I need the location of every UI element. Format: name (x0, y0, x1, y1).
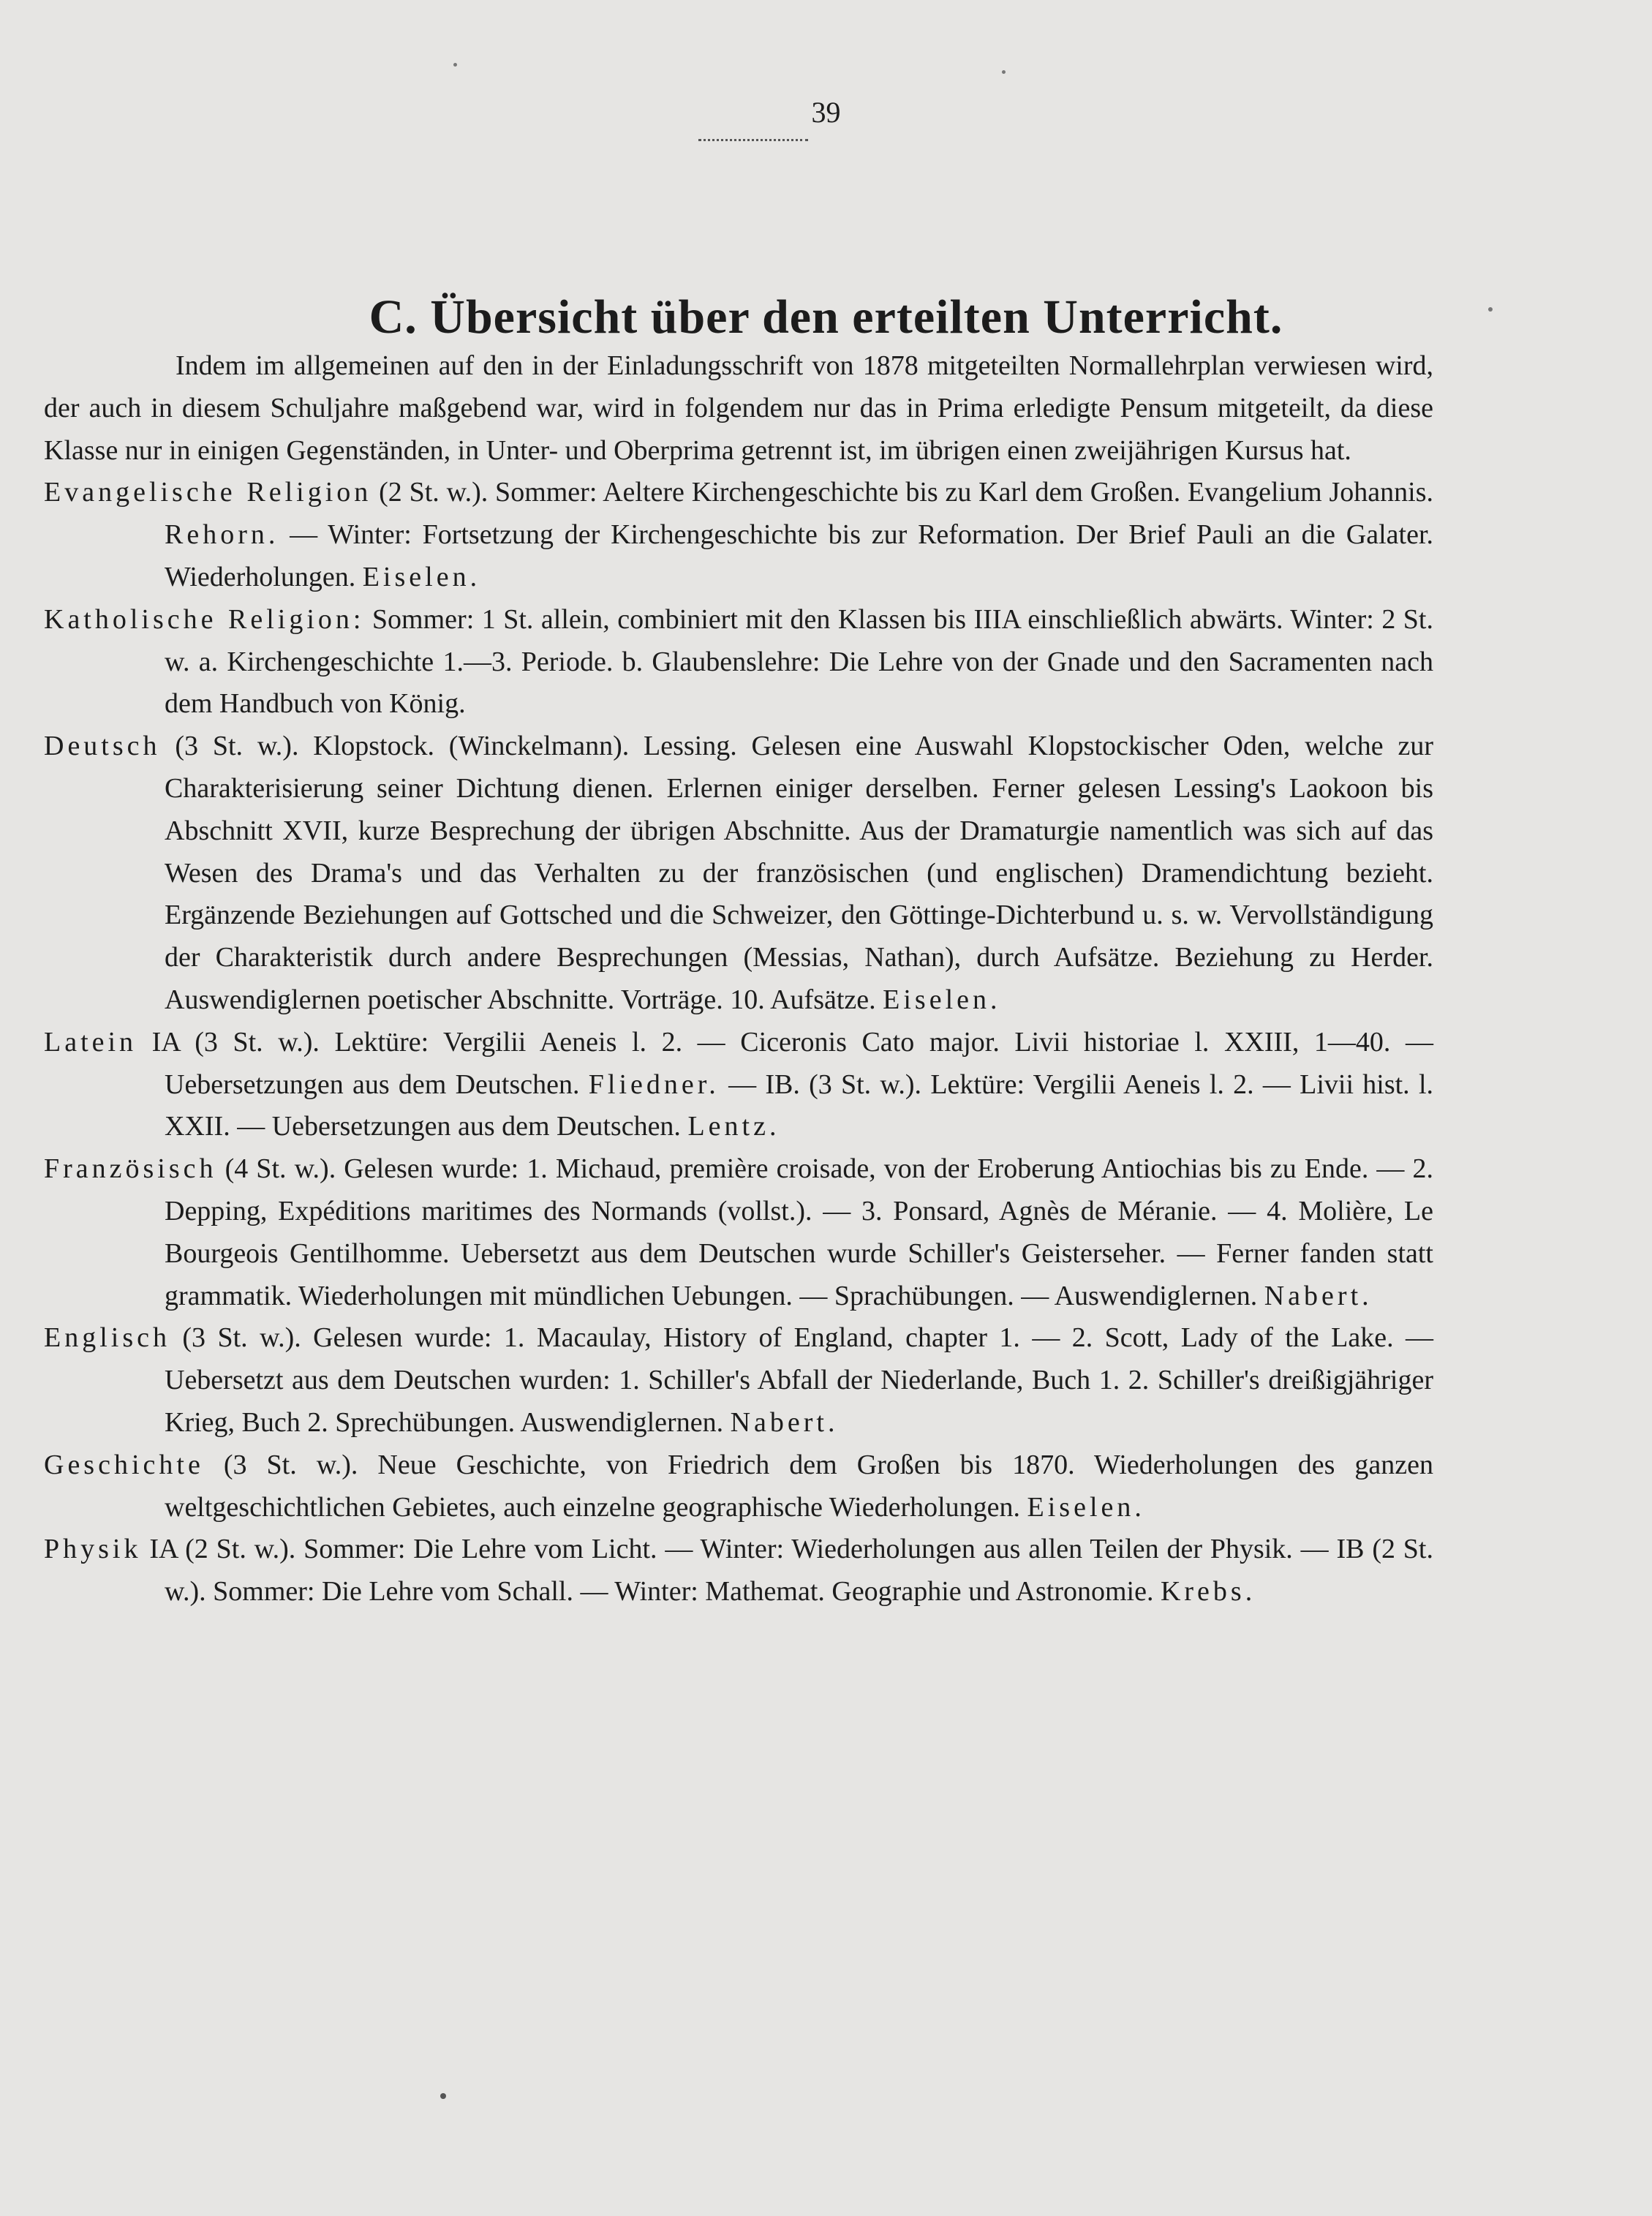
section-text: IA (2 St. w.). Sommer: Die Lehre vom Licht. — Winter: Wiederholungen aus allen Teilen der Physik. — IB (2 St. w.). Sommer: Die Lehre vom Schall. — Winter: Mathemat. Geographie und Astronomie. (141, 1534, 1433, 1608)
section-physik (44, 1529, 1433, 1613)
section-deutsch (44, 726, 1433, 1022)
section-text: (3 St. w.). Gelesen wurde: 1. Macaulay, History of England, chapter 1. — 2. Scott, Lady of the Lake. — Uebersetzt aus dem Deutschen wurden: 1. Schiller's Abfall der Niederlande, Buch 1. 2. Schiller's dreißigjähriger Krieg, Buch 2. Sprechübungen. Auswendiglernen. (165, 1322, 1433, 1438)
subject-name: Physik (44, 1534, 142, 1565)
paper-speck (1002, 70, 1006, 74)
section-heading: C. Übersicht über den erteilten Unterricht. (369, 290, 1283, 344)
section-englisch (44, 1317, 1433, 1444)
section-text: — Winter: Fortsetzung der Kirchengeschichte bis zur Reformation. Der Brief Pauli an die Galater. Wiederholungen. (165, 519, 1433, 592)
subject-name: Latein (44, 1026, 137, 1058)
section-franzoesisch (44, 1148, 1433, 1317)
subject-name: Katholische Religion: (44, 603, 365, 635)
subject-name: Englisch (44, 1322, 170, 1354)
teacher-name: Rehorn. (165, 519, 279, 551)
teacher-name: Fliedner. (588, 1069, 720, 1100)
section-text: IA (3 St. w.). Lektüre: Vergilii Aeneis l. 2. — Ciceronis Cato major. Livii historiae l. XXIII, 1—40. — Uebersetzungen aus dem Deutschen. (137, 1026, 1433, 1100)
section-evangelische-religion (44, 472, 1433, 598)
section-text: (2 St. w.). Sommer: Aeltere Kirchengeschichte bis zu Karl dem Großen. Evangelium Johannis. (371, 477, 1433, 508)
teacher-name: Eiselen. (883, 984, 1001, 1015)
section-text: — IB. (3 St. w.). Lektüre: Vergilii Aeneis l. 2. — Livii hist. l. XXII. — Uebersetzungen aus dem Deutschen. (165, 1069, 1433, 1142)
teacher-name: Nabert. (1264, 1280, 1373, 1311)
teacher-name: Eiselen. (362, 561, 481, 592)
footer-speck (440, 2093, 446, 2099)
intro-paragraph: Indem im allgemeinen auf den in der Einladungsschrift von 1878 mitgeteilten Normallehrplan verwiesen wird, der auch in diesem Schuljahre maßgebend war, wird in folgendem nur das in Prima erledigte Pensum mitgeteilt, da diese Klasse nur in einigen Gegenständen, in Unter- und Oberprima getrennt ist, im übrigen einen zweijährigen Kursus hat. (44, 350, 1433, 466)
teacher-name: Lentz. (687, 1111, 780, 1142)
section-text: (4 St. w.). Gelesen wurde: 1. Michaud, première croisade, von der Eroberung Antiochias bis zu Ende. — 2. Depping, Expéditions maritimes des Normands (vollst.). — 3. Ponsard, Agnès de Méranie. — 4. Molière, Le Bourgeois Gentilhomme. Uebersetzt aus dem Deutschen wurde Schiller's Geisterseher. — Ferner fanden statt grammatik. Wiederholungen mit mündlichen Uebungen. — Sprachübungen. — Auswendiglernen. (165, 1153, 1433, 1311)
subject-name: Geschichte (44, 1449, 204, 1480)
subject-name: Deutsch (44, 731, 161, 762)
section-geschichte (44, 1444, 1433, 1529)
body-text (44, 345, 1433, 1613)
subject-name: Französisch (44, 1153, 217, 1185)
section-text: (3 St. w.). Klopstock. (Winckelmann). Lessing. Gelesen eine Auswahl Klopstockischer Oden, welche zur Charakterisierung seiner Dichtung dienen. Erlernen einiger derselben. Ferner gelesen Lessing's Laokoon bis Abschnitt XVII, kurze Besprechung der übrigen Abschnitte. Aus der Dramaturgie namentlich was sich auf das Wesen des Drama's und das Verhalten zu der französischen (und englischen) Dramendichtung bezieht. Ergänzende Beziehungen auf Gottsched und die Schweizer, den Göttinge-Dichterbund u. s. w. Vervollständigung der Charakteristik durch andere Besprechungen (Messias, Nathan), durch Aufsätze. Beziehung zu Herder. Auswendiglernen poetischer Abschnitte. Vorträge. 10. Aufsätze. (160, 731, 1433, 1015)
subject-name: Evangelische Religion (44, 477, 372, 508)
page-number: 39 (811, 96, 841, 129)
paper-speck (1488, 307, 1493, 312)
section-text: (3 St. w.). Neue Geschichte, von Friedrich dem Großen bis 1870. Wiederholungen des ganzen weltgeschichtlichen Gebietes, auch einzelne geographische Wiederholungen. (165, 1449, 1433, 1523)
teacher-name: Nabert. (730, 1406, 839, 1438)
paper-speck (453, 63, 457, 67)
teacher-name: Eiselen. (1027, 1491, 1145, 1523)
section-latein (44, 1022, 1433, 1148)
section-katholische-religion (44, 599, 1433, 726)
section-text: Sommer: 1 St. allein, combiniert mit den Klassen bis IIIA einschließlich abwärts. Winter: 2 St. w. a. Kirchengeschichte 1.—3. Periode. b. Glaubenslehre: Die Lehre von der Gnade und den Sacramenten nach dem Handbuch von König. (165, 603, 1433, 720)
teacher-name: Krebs. (1160, 1576, 1256, 1608)
page-number-underline (698, 139, 808, 141)
